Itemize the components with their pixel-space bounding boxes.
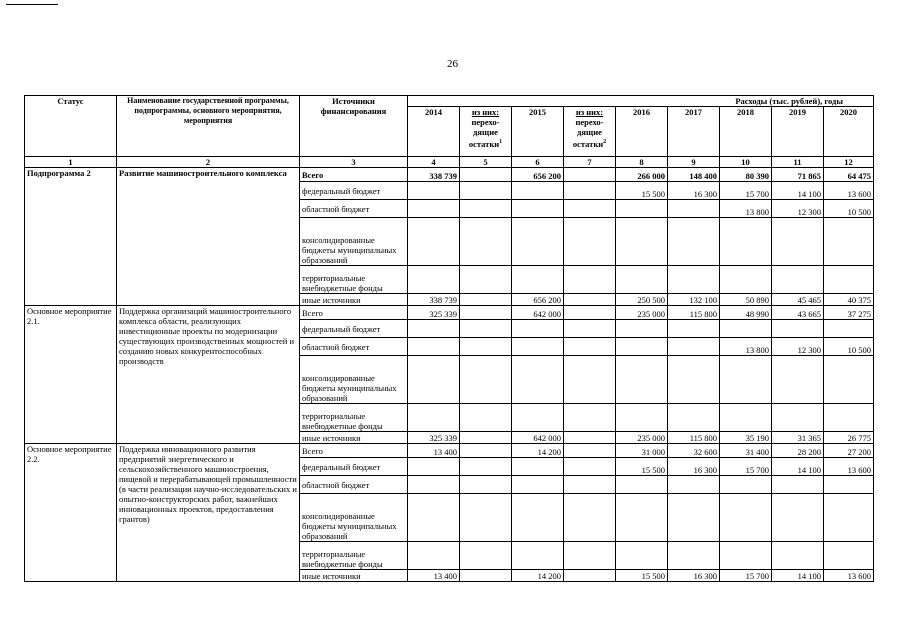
value-cell: [408, 182, 460, 200]
value-cell: 26 775: [824, 432, 874, 444]
value-cell: 64 475: [824, 168, 874, 182]
value-cell: [824, 404, 874, 432]
source-cell: областной бюджет: [300, 476, 408, 494]
header-name: Наименование государственной программы, подпрограммы, основного мероприятия, мероприятия: [117, 96, 300, 157]
source-cell: федеральный бюджет: [300, 458, 408, 476]
value-cell: [408, 458, 460, 476]
table-row: [25, 168, 874, 182]
value-cell: [460, 542, 512, 570]
value-cell: [564, 338, 616, 356]
value-cell: [564, 306, 616, 320]
value-cell: [460, 168, 512, 182]
value-cell: [460, 294, 512, 306]
value-cell: [460, 570, 512, 582]
value-cell: [616, 356, 668, 404]
value-cell: [460, 218, 512, 266]
status-cell: Основное мероприятие 2.1.: [25, 306, 117, 444]
value-cell: [564, 458, 616, 476]
value-cell: 10 500: [824, 338, 874, 356]
source-cell: территориальные внебюджетные фонды: [300, 542, 408, 570]
value-cell: 148 400: [668, 168, 720, 182]
column-number: 5: [460, 157, 512, 168]
value-cell: [772, 542, 824, 570]
value-cell: [668, 320, 720, 338]
value-cell: [564, 218, 616, 266]
value-cell: [564, 432, 616, 444]
source-cell: иные источники: [300, 432, 408, 444]
value-cell: [824, 266, 874, 294]
value-cell: [772, 218, 824, 266]
value-cell: [408, 338, 460, 356]
value-cell: [460, 404, 512, 432]
value-cell: 15 700: [720, 570, 772, 582]
footnote-mark: 1: [499, 139, 503, 145]
value-cell: 13 400: [408, 444, 460, 458]
value-cell: [824, 542, 874, 570]
value-cell: 48 990: [720, 306, 772, 320]
table-row: [25, 444, 874, 458]
value-cell: 14 100: [772, 570, 824, 582]
column-number: 11: [772, 157, 824, 168]
value-cell: [460, 320, 512, 338]
value-cell: [512, 476, 564, 494]
value-cell: 50 890: [720, 294, 772, 306]
value-cell: 28 200: [772, 444, 824, 458]
value-cell: 13 800: [720, 200, 772, 218]
column-number: 1: [25, 157, 117, 168]
remains-label: остатки: [468, 138, 500, 149]
header-year-2020: 2020: [824, 107, 874, 157]
value-cell: 10 500: [824, 200, 874, 218]
value-cell: [460, 444, 512, 458]
value-cell: 14 200: [512, 570, 564, 582]
value-cell: [460, 200, 512, 218]
program-name-cell: Поддержка организаций машиностроительного комплекса области, реализующих инвестиционные проекты по модернизации существующих производственных мощностей и созданию новых конкурентоспособных производств: [117, 306, 300, 444]
source-cell: федеральный бюджет: [300, 320, 408, 338]
value-cell: [460, 338, 512, 356]
status-cell: Основное мероприятие 2.2.: [25, 444, 117, 582]
value-cell: [720, 320, 772, 338]
value-cell: 13 400: [408, 570, 460, 582]
status-cell: Подпрограмма 2: [25, 168, 117, 306]
value-cell: [668, 218, 720, 266]
value-cell: [824, 320, 874, 338]
value-cell: 35 190: [720, 432, 772, 444]
page-number: 26: [447, 58, 458, 70]
value-cell: 16 300: [668, 458, 720, 476]
value-cell: [408, 542, 460, 570]
value-cell: [564, 200, 616, 218]
value-cell: 115 800: [668, 306, 720, 320]
value-cell: [460, 182, 512, 200]
value-cell: [720, 494, 772, 542]
value-cell: 235 000: [616, 432, 668, 444]
value-cell: 15 500: [616, 570, 668, 582]
header-sources: Источники финансирования: [300, 96, 408, 157]
column-number: 4: [408, 157, 460, 168]
source-cell: Всего: [300, 444, 408, 458]
header-year-2017: 2017: [668, 107, 720, 157]
value-cell: 14 100: [772, 458, 824, 476]
value-cell: [668, 542, 720, 570]
header-year-2018: 2018: [720, 107, 772, 157]
value-cell: [564, 320, 616, 338]
value-cell: [564, 356, 616, 404]
value-cell: [408, 404, 460, 432]
value-cell: 115 800: [668, 432, 720, 444]
value-cell: [564, 494, 616, 542]
value-cell: [772, 494, 824, 542]
carry-label: перехо-дящие: [575, 117, 604, 137]
value-cell: [668, 356, 720, 404]
value-cell: 31 365: [772, 432, 824, 444]
value-cell: 16 300: [668, 182, 720, 200]
value-cell: 32 600: [668, 444, 720, 458]
source-cell: Всего: [300, 306, 408, 320]
value-cell: [772, 476, 824, 494]
header-expenses: Расходы (тыс. рублей), годы: [408, 96, 874, 107]
header-carryover-2: [564, 107, 616, 157]
value-cell: [564, 542, 616, 570]
value-cell: [720, 476, 772, 494]
column-number: 8: [616, 157, 668, 168]
value-cell: [512, 182, 564, 200]
header-status: Статус: [25, 96, 117, 157]
carry-label: перехо-дящие: [471, 117, 500, 137]
of-them-label: из них:: [471, 107, 500, 117]
value-cell: [616, 320, 668, 338]
source-cell: областной бюджет: [300, 338, 408, 356]
source-cell: территориальные внебюджетные фонды: [300, 266, 408, 294]
value-cell: [616, 266, 668, 294]
value-cell: 13 600: [824, 458, 874, 476]
value-cell: [564, 182, 616, 200]
value-cell: [824, 218, 874, 266]
value-cell: 12 300: [772, 200, 824, 218]
value-cell: 15 700: [720, 182, 772, 200]
value-cell: [512, 338, 564, 356]
value-cell: [564, 476, 616, 494]
value-cell: [564, 294, 616, 306]
value-cell: [720, 218, 772, 266]
value-cell: [512, 218, 564, 266]
value-cell: [616, 542, 668, 570]
value-cell: [460, 266, 512, 294]
value-cell: 642 000: [512, 306, 564, 320]
value-cell: [668, 266, 720, 294]
value-cell: [824, 356, 874, 404]
value-cell: [668, 338, 720, 356]
column-number: 2: [117, 157, 300, 168]
value-cell: [772, 356, 824, 404]
header-year-2014: 2014: [408, 107, 460, 157]
table-row: [25, 306, 874, 320]
value-cell: 14 200: [512, 444, 564, 458]
value-cell: [616, 494, 668, 542]
value-cell: [772, 320, 824, 338]
footnote-mark: 2: [603, 139, 607, 145]
header-year-2015: 2015: [512, 107, 564, 157]
value-cell: [772, 266, 824, 294]
value-cell: 45 465: [772, 294, 824, 306]
value-cell: [512, 356, 564, 404]
value-cell: 250 500: [616, 294, 668, 306]
value-cell: [772, 404, 824, 432]
value-cell: 37 275: [824, 306, 874, 320]
value-cell: [668, 200, 720, 218]
source-cell: Всего: [300, 168, 408, 182]
column-number: 9: [668, 157, 720, 168]
value-cell: [616, 338, 668, 356]
value-cell: [460, 458, 512, 476]
source-cell: территориальные внебюджетные фонды: [300, 404, 408, 432]
value-cell: [564, 404, 616, 432]
value-cell: [564, 570, 616, 582]
value-cell: [408, 320, 460, 338]
column-number: 10: [720, 157, 772, 168]
value-cell: 325 339: [408, 306, 460, 320]
value-cell: 338 739: [408, 294, 460, 306]
value-cell: [460, 432, 512, 444]
column-number: 3: [300, 157, 408, 168]
value-cell: [616, 476, 668, 494]
value-cell: 13 800: [720, 338, 772, 356]
value-cell: 132 100: [668, 294, 720, 306]
source-cell: консолидированные бюджеты муниципальных образований: [300, 356, 408, 404]
value-cell: 31 400: [720, 444, 772, 458]
header-carryover-1: [460, 107, 512, 157]
source-cell: областной бюджет: [300, 200, 408, 218]
value-cell: [408, 476, 460, 494]
value-cell: [460, 494, 512, 542]
header-year-2019: 2019: [772, 107, 824, 157]
value-cell: [512, 266, 564, 294]
value-cell: [408, 200, 460, 218]
value-cell: [824, 476, 874, 494]
value-cell: [616, 200, 668, 218]
value-cell: [512, 200, 564, 218]
budget-table: [24, 95, 874, 582]
value-cell: [512, 458, 564, 476]
source-cell: консолидированные бюджеты муниципальных образований: [300, 494, 408, 542]
value-cell: 656 200: [512, 168, 564, 182]
value-cell: [616, 218, 668, 266]
header-year-2016: 2016: [616, 107, 668, 157]
table-body: [25, 168, 874, 582]
value-cell: [408, 218, 460, 266]
value-cell: [668, 404, 720, 432]
value-cell: [616, 404, 668, 432]
value-cell: [408, 266, 460, 294]
of-them-label: из них:: [575, 107, 604, 117]
value-cell: 656 200: [512, 294, 564, 306]
top-rule: [6, 4, 58, 5]
source-cell: иные источники: [300, 570, 408, 582]
value-cell: [408, 494, 460, 542]
value-cell: 15 500: [616, 458, 668, 476]
value-cell: 80 390: [720, 168, 772, 182]
value-cell: [512, 494, 564, 542]
value-cell: 71 865: [772, 168, 824, 182]
value-cell: [460, 356, 512, 404]
value-cell: [460, 476, 512, 494]
value-cell: [824, 494, 874, 542]
remains-label: остатки: [572, 138, 604, 149]
column-number: 12: [824, 157, 874, 168]
value-cell: 12 300: [772, 338, 824, 356]
value-cell: 15 500: [616, 182, 668, 200]
value-cell: [564, 266, 616, 294]
value-cell: [720, 404, 772, 432]
value-cell: 40 375: [824, 294, 874, 306]
value-cell: [512, 404, 564, 432]
value-cell: 13 600: [824, 182, 874, 200]
value-cell: 325 339: [408, 432, 460, 444]
value-cell: 642 000: [512, 432, 564, 444]
value-cell: 15 700: [720, 458, 772, 476]
value-cell: [512, 320, 564, 338]
source-cell: федеральный бюджет: [300, 182, 408, 200]
value-cell: 235 000: [616, 306, 668, 320]
source-cell: иные источники: [300, 294, 408, 306]
program-name-cell: Поддержка инновационного развития предприятий энергетического и сельскохозяйственного машиностроения, пищевой и перерабатывающей промышленности (в части реализации научно-исследовательских и опытно-конструкторских работ, важнейших инновационных проектов, предоставления грантов): [117, 444, 300, 582]
value-cell: [408, 356, 460, 404]
value-cell: [564, 168, 616, 182]
value-cell: 27 200: [824, 444, 874, 458]
value-cell: [720, 356, 772, 404]
column-number: 7: [564, 157, 616, 168]
value-cell: [668, 476, 720, 494]
value-cell: [564, 444, 616, 458]
value-cell: 31 000: [616, 444, 668, 458]
value-cell: 338 739: [408, 168, 460, 182]
value-cell: 13 600: [824, 570, 874, 582]
program-name-cell: Развитие машиностроительного комплекса: [117, 168, 300, 306]
value-cell: [460, 306, 512, 320]
value-cell: 14 100: [772, 182, 824, 200]
column-number: 6: [512, 157, 564, 168]
value-cell: [668, 494, 720, 542]
value-cell: [512, 542, 564, 570]
source-cell: консолидированные бюджеты муниципальных образований: [300, 218, 408, 266]
value-cell: [720, 542, 772, 570]
value-cell: [720, 266, 772, 294]
value-cell: 43 665: [772, 306, 824, 320]
value-cell: 16 300: [668, 570, 720, 582]
value-cell: 266 000: [616, 168, 668, 182]
